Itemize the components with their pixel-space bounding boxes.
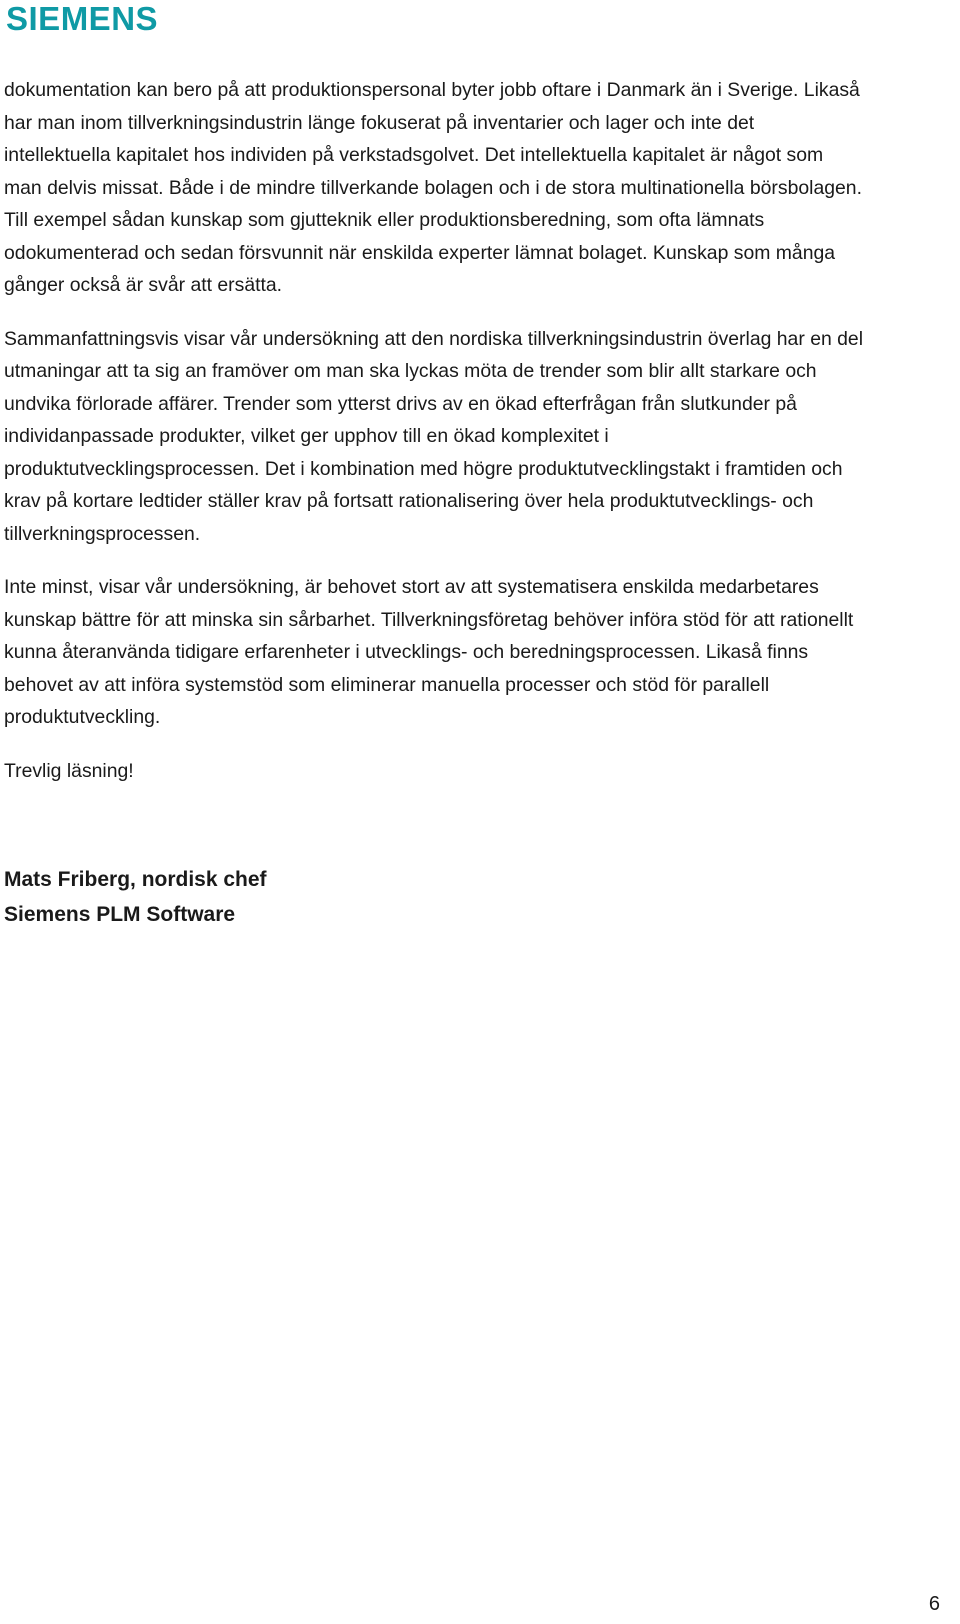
text-line: har man inom tillverkningsindustrin länge fokuserat på inventarier och lager och inte det: [4, 111, 755, 134]
text-line: Inte minst, visar vår undersökning, är behovet stort av att systematisera enskilda medarbetares: [4, 576, 819, 598]
text-line: intellektuella kapitalet hos individen på verkstadsgolvet. Det intellektuella kapitalet är något som: [4, 144, 824, 166]
text-line: man delvis missat. Både i de mindre tillverkande bolagen och i de stora multinationella börsbolagen.: [4, 176, 862, 199]
signature-name: Mats Friberg, nordisk chef: [4, 868, 267, 891]
paragraph-1: [4, 74, 954, 302]
signature-block: [4, 862, 267, 932]
text-line: odokumenterad och sedan försvunnit när enskilda experter lämnat bolaget. Kunskap som många: [4, 241, 836, 264]
text-line: gånger också är svår att ersätta.: [4, 274, 283, 296]
closing-greeting: Trevlig läsning!: [4, 759, 134, 782]
siemens-logo: SIEMENS: [6, 0, 159, 37]
text-line: produktutveckling.: [4, 706, 161, 728]
text-line: individanpassade produkter, vilket ger upphov till en ökad komplexitet i: [4, 425, 609, 447]
paragraph-3: [4, 571, 954, 734]
text-line: tillverkningsprocessen.: [4, 522, 201, 545]
paragraph-2: [4, 323, 954, 551]
text-line: Till exempel sådan kunskap som gjutteknik eller produktionsberedning, som ofta lämnats: [4, 209, 765, 231]
text-line: kunna återanvända tidigare erfarenheter i utvecklings- och beredningsprocessen. Likaså finns: [4, 641, 809, 663]
signature-company: Siemens PLM Software: [4, 903, 236, 926]
text-line: krav på kortare ledtider ställer krav på fortsatt rationalisering över hela produktutvecklings- och: [4, 490, 814, 512]
text-line: kunskap bättre för att minska sin sårbarhet. Tillverkningsföretag behöver införa stöd för att rationellt: [4, 608, 854, 631]
text-line: utmaningar att ta sig an framöver om man ska lyckas möta de trender som blir allt starkare och: [4, 360, 817, 382]
text-line: undvika förlorade affärer. Trender som ytterst drivs av en ökad efterfrågan från slutkunder på: [4, 392, 797, 415]
page-number: 6: [928, 1593, 940, 1615]
text-line: dokumentation kan bero på att produktionspersonal byter jobb oftare i Danmark än i Sverige. Likaså: [4, 79, 860, 101]
text-line: produktutvecklingsprocessen. Det i kombination med högre produktutvecklingstakt i framtiden och: [4, 457, 843, 480]
document-body: [4, 74, 954, 787]
text-line: behovet av att införa systemstöd som eliminerar manuella processer och stöd för parallell: [4, 673, 770, 696]
text-line: Sammanfattningsvis visar vår undersökning att den nordiska tillverkningsindustrin överlag har en del: [4, 327, 864, 350]
